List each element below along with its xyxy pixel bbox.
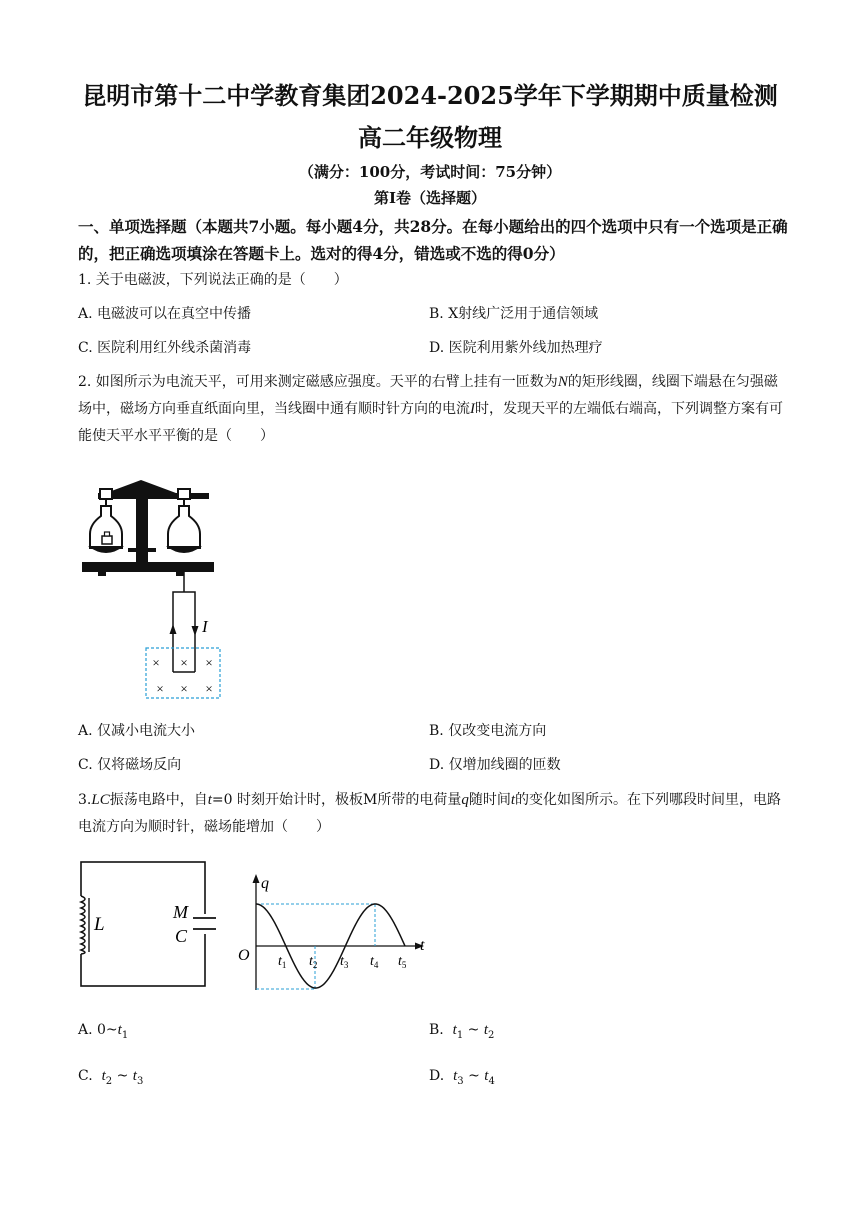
option-d-time-a: t (453, 1068, 458, 1084)
option-b-sub-b: 2 (488, 1029, 495, 1041)
field-mark: × (152, 655, 160, 670)
inductor-label: L (94, 914, 105, 935)
option-d-sub-b: 4 (488, 1075, 495, 1087)
question-2-option-d[interactable]: D. 仅增加线圈的匝数 (429, 757, 561, 773)
question-2-option-b[interactable]: B. 仅改变电流方向 (429, 723, 547, 739)
section-heading: 一、单项选择题（本题共7小题。每小题4分，共28分。在每小题给出的四个选项中只有一个选项是正确的，把正确选项填涂在答题卡上。选对的得4分，错选或不选的得0分） (78, 217, 788, 263)
balance-beam (98, 493, 209, 499)
q2-stem-part2: 的矩形线圈，线圈下端悬在匀强磁场中，磁场方向垂直纸面向里，当线圈中通有顺时针方向的电流 (78, 374, 778, 417)
question-1-option-a[interactable]: A. 电磁波可以在真空中传播 (78, 306, 252, 322)
option-a-sub: 1 (121, 1029, 129, 1041)
exam-title: 昆明市第十二中学教育集团2024-2025学年下学期期中质量检测 (82, 81, 778, 110)
option-d-tilde: ~ (468, 1068, 480, 1084)
t-axis-label: t (420, 937, 425, 954)
question-2-option-a[interactable]: A. 仅减小电流大小 (78, 723, 196, 739)
option-a-prefix: A. 0~ (78, 1022, 118, 1038)
exam-subject-title: 高二年级物理 (358, 123, 502, 152)
q-axis-label: q (261, 875, 269, 892)
q3-stem-part3: 随时间 (468, 792, 511, 808)
t1-label: $t_1$ (278, 954, 287, 970)
field-mark: × (205, 655, 213, 670)
q3-symbol-t: t (510, 792, 515, 808)
option-d-prefix: D. (429, 1068, 445, 1084)
q2-stem-part1: 2. 如图所示为电流天平，可用来测定磁感应强度。天平的右臂上挂有一匝数为 (78, 374, 558, 390)
option-b-tilde: ~ (467, 1022, 480, 1038)
charge-time-graph (234, 872, 434, 998)
right-bell-jar (168, 506, 200, 548)
t5-label: $t_5$ (398, 954, 407, 970)
current-arrow-up-icon (170, 624, 177, 634)
q3-stem-part2: =0 时刻开始计时，极板M所带的电荷量 (211, 792, 462, 808)
weight-icon (102, 536, 112, 544)
left-pan (88, 546, 124, 553)
question-1-option-b[interactable]: B. X射线广泛用于通信领域 (429, 306, 599, 322)
option-b-time-b: t (483, 1022, 489, 1038)
origin-label: O (238, 947, 250, 964)
field-mark: × (180, 655, 188, 670)
current-balance-figure (78, 476, 228, 702)
option-d-sub-a: 3 (457, 1075, 464, 1087)
option-b-time-a: t (452, 1022, 457, 1038)
option-b-prefix: B. (429, 1022, 444, 1038)
option-c-time-a: t (101, 1068, 106, 1084)
question-3-option-a[interactable] (78, 1020, 128, 1046)
t3-label: $t_3$ (340, 954, 349, 970)
question-2-stem (78, 369, 788, 450)
option-c-sub-b: 3 (136, 1075, 144, 1087)
q2-symbol-i: I (470, 401, 475, 417)
option-c-time-b: t (132, 1068, 137, 1084)
option-d-time-b: t (484, 1068, 489, 1084)
question-1-option-d[interactable]: D. 医院利用紫外线加热理疗 (429, 340, 603, 356)
q2-symbol-n: N (557, 374, 568, 390)
field-mark: × (205, 681, 213, 696)
capacitor-label: C (175, 926, 188, 946)
lc-circuit-figure (76, 856, 216, 992)
q3-symbol-t: t (207, 792, 212, 808)
option-c-sub-a: 2 (105, 1075, 113, 1087)
option-c-prefix: C. (78, 1068, 93, 1084)
field-mark: × (156, 681, 164, 696)
question-1-option-c[interactable]: C. 医院利用红外线杀菌消毒 (78, 340, 252, 356)
field-mark: × (180, 681, 188, 696)
q3-symbol-q: q (461, 792, 469, 808)
option-b-sub-a: 1 (456, 1029, 464, 1041)
q3-symbol-lc: LC (91, 792, 110, 808)
question-3-option-c[interactable] (78, 1066, 143, 1092)
question-1-stem: 1. 关于电磁波，下列说法正确的是（ ） (78, 272, 348, 288)
question-2-option-c[interactable]: C. 仅将磁场反向 (78, 757, 182, 773)
current-arrow-down-icon (192, 626, 199, 636)
balance-column (136, 496, 148, 566)
q2-stem-part3: 时，发现天平的左端低右端高，下列调整方案有可能使天平水平平衡的是（ ） (78, 401, 783, 444)
question-3-stem (78, 787, 788, 841)
q3-stem-part1: 振荡电路中，自 (109, 792, 208, 808)
q-axis-arrow-icon (253, 874, 260, 883)
option-c-tilde: ~ (116, 1068, 129, 1084)
t4-label: $t_4$ (370, 954, 379, 970)
question-3-option-d[interactable] (429, 1066, 495, 1092)
exam-subtitle: （满分：100分，考试时间：75分钟） (298, 163, 562, 181)
current-label: I (202, 617, 208, 636)
q3-stem-part4: 的变化如图所示。在下列哪段时间里，电路电流方向为顺时针，磁场能增加（ ） (78, 792, 781, 835)
question-3-option-b[interactable] (429, 1020, 494, 1046)
balance-base (82, 562, 214, 572)
volume-heading: 第Ⅰ卷（选择题） (373, 189, 487, 207)
right-pan (166, 546, 202, 553)
t2-label: $t_2$ (309, 954, 318, 970)
option-a-time: t (117, 1022, 122, 1038)
plate-m-label: M (173, 902, 188, 922)
q3-number: 3. (78, 792, 92, 808)
